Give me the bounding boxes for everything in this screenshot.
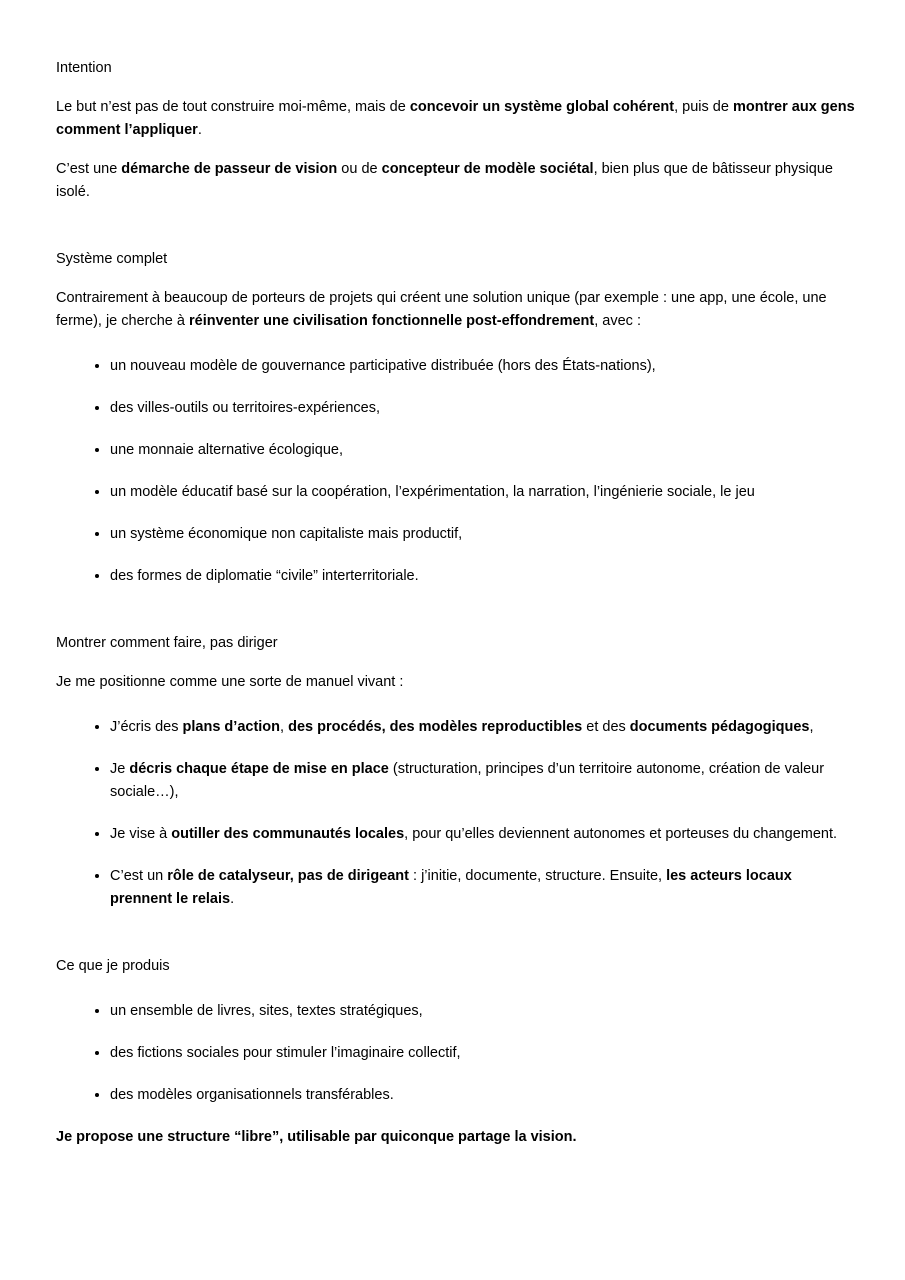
bold-text-run: concepteur de modèle sociétal <box>381 161 594 177</box>
list-item <box>110 758 856 804</box>
text-run: , puis de <box>674 99 733 115</box>
list-item <box>110 523 856 546</box>
text-run: des fictions sociales pour stimuler l’imaginaire collectif, <box>110 1045 461 1061</box>
list-item <box>110 1000 856 1023</box>
text-run: des villes-outils ou territoires-expériences, <box>110 400 380 416</box>
bold-text-run: rôle de catalyseur, pas de dirigeant <box>167 868 409 884</box>
paragraph <box>56 671 856 694</box>
text-run: , <box>280 719 289 735</box>
text-run: et des <box>582 719 630 735</box>
bold-text-run: des procédés, des modèles reproductibles <box>288 719 583 735</box>
list-item <box>110 1084 856 1107</box>
text-run: : j’initie, documente, structure. Ensuite, <box>409 868 667 884</box>
bold-text-run: documents pédagogiques <box>629 719 810 735</box>
bold-text-run: plans d’action <box>182 719 281 735</box>
text-run: C’est une <box>56 161 122 177</box>
text-run: , pour qu’elles deviennent autonomes et porteuses du changement. <box>404 826 838 842</box>
bold-text-run: outiller des communautés locales <box>171 826 405 842</box>
list-item <box>110 355 856 378</box>
bullet-list <box>56 1000 856 1107</box>
bullet-list <box>56 716 856 911</box>
text-run: Je <box>110 761 130 777</box>
list-item <box>110 397 856 420</box>
bold-text-run: montrer aux gens comment l’appliquer <box>56 99 855 138</box>
text-run: Je vise à <box>110 826 172 842</box>
bold-text-run: réinventer une civilisation fonctionnelle post-effondrement <box>188 313 595 329</box>
text-run: ou de <box>337 161 382 177</box>
list-item <box>110 1042 856 1065</box>
text-run: . <box>197 122 202 138</box>
paragraph <box>56 287 856 333</box>
list-item <box>110 439 856 462</box>
text-run: des modèles organisationnels transférables. <box>110 1087 394 1103</box>
section-heading-systeme-complet: Système complet <box>56 251 168 267</box>
bold-text-run: concevoir un système global cohérent <box>409 99 675 115</box>
text-run: J’écris des <box>110 719 183 735</box>
bold-text-run: démarche de passeur de vision <box>121 161 338 177</box>
list-item <box>110 865 856 911</box>
section-heading-ce-que-je-produis: Ce que je produis <box>56 958 170 974</box>
bold-text-run: Je propose une structure “libre”, utilisable par quiconque partage la vision. <box>56 1129 577 1145</box>
paragraph <box>56 96 856 142</box>
bullet-list <box>56 355 856 588</box>
text-run: Je me positionne comme une sorte de manuel vivant : <box>56 674 404 690</box>
text-run: un système économique non capitaliste mais productif, <box>110 526 463 542</box>
text-run: un nouveau modèle de gouvernance participative distribuée (hors des États-nations), <box>110 358 656 374</box>
paragraph <box>56 158 856 204</box>
section-heading-montrer-comment-faire: Montrer comment faire, pas diriger <box>56 635 278 651</box>
bold-text-run: décris chaque étape de mise en place <box>129 761 389 777</box>
list-item <box>110 481 856 504</box>
text-run: Le but n’est pas de tout construire moi-même, mais de <box>56 99 410 115</box>
text-run: un ensemble de livres, sites, textes stratégiques, <box>110 1003 423 1019</box>
list-item <box>110 716 856 739</box>
text-run: des formes de diplomatie “civile” interterritoriale. <box>110 568 419 584</box>
text-run: , bien plus que de bâtisseur physique isolé. <box>56 161 833 200</box>
text-run: un modèle éducatif basé sur la coopération, l’expérimentation, la narration, l’ingénierie sociale, le jeu <box>110 484 755 500</box>
text-run: . <box>230 891 235 907</box>
text-run: une monnaie alternative écologique, <box>110 442 343 458</box>
text-run: , <box>809 719 814 735</box>
section-heading-intention: Intention <box>56 60 112 76</box>
text-run: Contrairement à beaucoup de porteurs de projets qui créent une solution unique (par exemple : une app, une école, une ferme), je cherche à <box>56 290 827 329</box>
text-run: (structuration, principes d’un territoire autonome, création de valeur sociale…), <box>110 761 825 800</box>
bold-text-run: les acteurs locaux prennent le relais <box>110 868 792 907</box>
list-item <box>110 823 856 846</box>
closing-statement <box>56 1126 856 1149</box>
text-run: C’est un <box>110 868 168 884</box>
text-run: , avec : <box>594 313 641 329</box>
list-item <box>110 565 856 588</box>
